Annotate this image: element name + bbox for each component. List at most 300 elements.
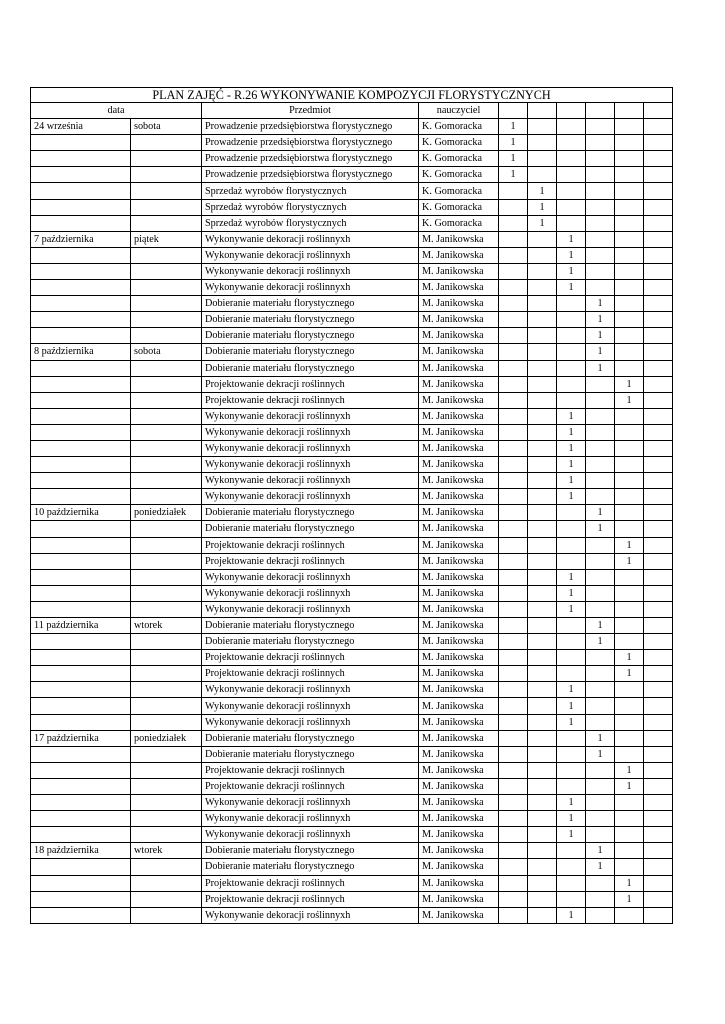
teacher-cell: M. Janikowska [419,875,499,891]
teacher-cell: K. Gomoracka [419,167,499,183]
date-cell [31,135,131,151]
hour-cell [557,505,586,521]
hour-cell [615,151,644,167]
hour-cell [586,151,615,167]
day-cell [131,489,202,505]
hour-cell [586,231,615,247]
date-cell [31,569,131,585]
teacher-cell: M. Janikowska [419,634,499,650]
day-cell [131,263,202,279]
date-cell [31,746,131,762]
hour-mark: 1 [615,392,644,408]
day-cell [131,440,202,456]
teacher-cell: M. Janikowska [419,618,499,634]
hour-mark: 1 [586,618,615,634]
hour-cell [586,215,615,231]
subject-cell: Prowadzenie przedsiębiorstwa florystycznego [202,135,419,151]
hour-cell [499,183,528,199]
hour-cell [644,408,673,424]
hour-cell [586,247,615,263]
schedule-body [31,88,673,924]
hour-mark: 1 [615,376,644,392]
hour-cell [615,408,644,424]
hour-cell [528,312,557,328]
subject-cell: Wykonywanie dekoracji roślinnyxh [202,247,419,263]
subject-cell: Projektowanie dekracji roślinnych [202,666,419,682]
hour-mark: 1 [528,199,557,215]
hour-cell [528,891,557,907]
hour-cell [644,666,673,682]
hour-cell [644,859,673,875]
header-count-cell [644,103,673,119]
subject-cell: Sprzedaż wyrobów florystycznych [202,215,419,231]
header-count-cell [499,103,528,119]
hour-mark: 1 [557,682,586,698]
teacher-cell: K. Gomoracka [419,199,499,215]
hour-mark: 1 [557,424,586,440]
date-cell [31,183,131,199]
teacher-cell: K. Gomoracka [419,119,499,135]
hour-cell [499,263,528,279]
hour-cell [499,553,528,569]
day-cell: poniedziałek [131,505,202,521]
hour-cell [644,650,673,666]
hour-cell [528,601,557,617]
hour-cell [615,585,644,601]
table-row [31,489,673,505]
table-row [31,891,673,907]
hour-cell [644,827,673,843]
subject-cell: Wykonywanie dekoracji roślinnyxh [202,601,419,617]
hour-cell [528,811,557,827]
hour-cell [528,682,557,698]
hour-cell [615,569,644,585]
table-row [31,730,673,746]
hour-cell [586,167,615,183]
subject-cell: Projektowanie dekracji roślinnych [202,875,419,891]
hour-cell [644,795,673,811]
hour-cell [644,489,673,505]
hour-cell [528,280,557,296]
header-count-cell [528,103,557,119]
hour-mark: 1 [499,151,528,167]
table-row [31,762,673,778]
hour-cell [528,457,557,473]
day-cell [131,553,202,569]
table-row [31,440,673,456]
hour-cell [528,746,557,762]
hour-cell [528,247,557,263]
hour-cell [586,392,615,408]
date-cell [31,521,131,537]
hour-cell [499,247,528,263]
teacher-cell: M. Janikowska [419,553,499,569]
hour-mark: 1 [586,843,615,859]
hour-cell [644,521,673,537]
table-row [31,312,673,328]
hour-cell [615,473,644,489]
subject-cell: Wykonywanie dekoracji roślinnyxh [202,682,419,698]
hour-cell [557,151,586,167]
subject-cell: Prowadzenie przedsiębiorstwa florystycznego [202,151,419,167]
table-row [31,199,673,215]
hour-cell [557,135,586,151]
date-cell [31,859,131,875]
teacher-cell: M. Janikowska [419,650,499,666]
teacher-cell: M. Janikowska [419,280,499,296]
hour-cell [499,312,528,328]
table-row [31,392,673,408]
day-cell [131,601,202,617]
date-cell [31,457,131,473]
date-cell [31,537,131,553]
hour-cell [499,199,528,215]
hour-cell [644,263,673,279]
hour-cell [528,634,557,650]
teacher-cell: K. Gomoracka [419,135,499,151]
table-row [31,843,673,859]
date-cell [31,280,131,296]
table-row [31,569,673,585]
subject-cell: Wykonywanie dekoracji roślinnyxh [202,440,419,456]
hour-cell [499,215,528,231]
table-row [31,376,673,392]
table-row [31,328,673,344]
subject-cell: Dobieranie materiału florystycznego [202,618,419,634]
hour-cell [586,778,615,794]
hour-cell [499,489,528,505]
hour-cell [615,440,644,456]
hour-cell [586,682,615,698]
hour-cell [499,650,528,666]
hour-cell [499,457,528,473]
header-count-cell [615,103,644,119]
day-cell [131,859,202,875]
teacher-cell: M. Janikowska [419,569,499,585]
hour-cell [644,585,673,601]
hour-mark: 1 [586,328,615,344]
day-cell [131,280,202,296]
teacher-cell: M. Janikowska [419,778,499,794]
table-row [31,698,673,714]
teacher-cell: M. Janikowska [419,312,499,328]
hour-cell [499,714,528,730]
header-przedmiot: Przedmiot [202,103,419,119]
hour-cell [528,730,557,746]
day-cell [131,247,202,263]
hour-cell [528,650,557,666]
table-row [31,778,673,794]
teacher-cell: M. Janikowska [419,843,499,859]
table-row [31,827,673,843]
teacher-cell: M. Janikowska [419,263,499,279]
subject-cell: Wykonywanie dekoracji roślinnyxh [202,424,419,440]
hour-mark: 1 [586,730,615,746]
hour-cell [499,328,528,344]
schedule-table [30,87,673,924]
table-row [31,135,673,151]
hour-cell [557,859,586,875]
hour-cell [586,714,615,730]
hour-cell [499,698,528,714]
day-cell [131,151,202,167]
day-cell: wtorek [131,618,202,634]
hour-cell [586,795,615,811]
teacher-cell: M. Janikowska [419,827,499,843]
hour-cell [528,424,557,440]
hour-cell [615,746,644,762]
date-cell [31,328,131,344]
teacher-cell: M. Janikowska [419,408,499,424]
hour-cell [615,601,644,617]
hour-cell [528,296,557,312]
hour-cell [586,698,615,714]
hour-cell [615,714,644,730]
date-cell: 24 września [31,119,131,135]
day-cell [131,183,202,199]
hour-cell [615,521,644,537]
hour-mark: 1 [499,167,528,183]
date-cell: 11 października [31,618,131,634]
header-nauczyciel: nauczyciel [419,103,499,119]
hour-mark: 1 [586,312,615,328]
hour-cell [644,714,673,730]
hour-cell [557,360,586,376]
hour-mark: 1 [586,505,615,521]
date-cell [31,376,131,392]
hour-mark: 1 [586,634,615,650]
hour-cell [586,263,615,279]
day-cell [131,328,202,344]
table-row [31,167,673,183]
day-cell [131,457,202,473]
day-cell [131,682,202,698]
teacher-cell: M. Janikowska [419,907,499,923]
hour-cell [586,811,615,827]
hour-cell [499,811,528,827]
hour-cell [528,778,557,794]
hour-cell [499,392,528,408]
table-row [31,618,673,634]
hour-cell [499,891,528,907]
hour-mark: 1 [586,344,615,360]
hour-cell [499,762,528,778]
hour-cell [615,183,644,199]
hour-mark: 1 [557,408,586,424]
hour-cell [644,151,673,167]
subject-cell: Dobieranie materiału florystycznego [202,505,419,521]
subject-cell: Projektowanie dekracji roślinnych [202,553,419,569]
date-cell [31,199,131,215]
hour-cell [557,296,586,312]
hour-cell [528,135,557,151]
hour-cell [644,811,673,827]
teacher-cell: M. Janikowska [419,328,499,344]
hour-cell [644,537,673,553]
date-cell [31,312,131,328]
hour-mark: 1 [557,440,586,456]
hour-cell [586,199,615,215]
day-cell [131,537,202,553]
hour-cell [557,119,586,135]
table-row [31,601,673,617]
hour-mark: 1 [615,778,644,794]
date-cell [31,553,131,569]
hour-cell [499,827,528,843]
table-row [31,457,673,473]
table-row [31,811,673,827]
hour-cell [644,312,673,328]
hour-cell [499,376,528,392]
subject-cell: Wykonywanie dekoracji roślinnyxh [202,408,419,424]
hour-cell [586,135,615,151]
teacher-cell: M. Janikowska [419,746,499,762]
hour-cell [615,360,644,376]
hour-mark: 1 [557,489,586,505]
hour-cell [499,537,528,553]
hour-mark: 1 [615,537,644,553]
hour-cell [644,360,673,376]
subject-cell: Wykonywanie dekoracji roślinnyxh [202,473,419,489]
hour-cell [528,553,557,569]
hour-cell [557,634,586,650]
hour-cell [615,199,644,215]
hour-cell [557,730,586,746]
day-cell [131,569,202,585]
day-cell [131,746,202,762]
hour-cell [499,778,528,794]
table-row [31,859,673,875]
hour-cell [557,618,586,634]
hour-cell [615,247,644,263]
hour-cell [615,859,644,875]
table-row [31,537,673,553]
teacher-cell: M. Janikowska [419,537,499,553]
hour-cell [586,457,615,473]
hour-cell [644,392,673,408]
title-row [31,88,673,103]
hour-cell [615,312,644,328]
hour-cell [557,843,586,859]
subject-cell: Dobieranie materiału florystycznego [202,730,419,746]
hour-mark: 1 [528,215,557,231]
hour-cell [586,280,615,296]
date-cell: 7 października [31,231,131,247]
hour-mark: 1 [557,569,586,585]
hour-mark: 1 [557,247,586,263]
hour-cell [644,247,673,263]
day-cell [131,795,202,811]
hour-cell [586,408,615,424]
hour-cell [528,585,557,601]
hour-cell [499,746,528,762]
hour-cell [528,473,557,489]
hour-mark: 1 [557,907,586,923]
hour-cell [528,618,557,634]
hour-cell [528,698,557,714]
hour-cell [644,167,673,183]
hour-cell [528,119,557,135]
hour-mark: 1 [557,714,586,730]
hour-cell [586,585,615,601]
hour-cell [615,328,644,344]
teacher-cell: M. Janikowska [419,424,499,440]
hour-cell [586,376,615,392]
hour-cell [644,778,673,794]
hour-cell [557,376,586,392]
subject-cell: Prowadzenie przedsiębiorstwa florystycznego [202,119,419,135]
hour-cell [615,119,644,135]
teacher-cell: M. Janikowska [419,682,499,698]
date-cell [31,392,131,408]
day-cell [131,360,202,376]
hour-cell [615,263,644,279]
hour-cell [615,489,644,505]
hour-cell [499,424,528,440]
hour-cell [528,827,557,843]
teacher-cell: M. Janikowska [419,811,499,827]
subject-cell: Dobieranie materiału florystycznego [202,843,419,859]
hour-cell [557,778,586,794]
date-cell [31,795,131,811]
hour-mark: 1 [557,457,586,473]
subject-cell: Wykonywanie dekoracji roślinnyxh [202,698,419,714]
hour-cell [586,440,615,456]
day-cell [131,762,202,778]
hour-cell [586,891,615,907]
hour-cell [644,505,673,521]
subject-cell: Wykonywanie dekoracji roślinnyxh [202,569,419,585]
header-row [31,103,673,119]
teacher-cell: M. Janikowska [419,762,499,778]
hour-cell [528,489,557,505]
hour-mark: 1 [615,762,644,778]
hour-cell [499,634,528,650]
hour-cell [644,280,673,296]
hour-mark: 1 [557,473,586,489]
day-cell [131,376,202,392]
day-cell [131,666,202,682]
hour-cell [528,537,557,553]
date-cell [31,424,131,440]
date-cell [31,714,131,730]
hour-cell [586,601,615,617]
teacher-cell: M. Janikowska [419,698,499,714]
hour-cell [528,859,557,875]
hour-cell [586,650,615,666]
hour-mark: 1 [528,183,557,199]
subject-cell: Wykonywanie dekoracji roślinnyxh [202,811,419,827]
day-cell [131,424,202,440]
hour-cell [586,473,615,489]
hour-cell [499,907,528,923]
hour-mark: 1 [615,666,644,682]
date-cell [31,762,131,778]
hour-cell [557,762,586,778]
hour-cell [644,199,673,215]
date-cell [31,585,131,601]
subject-cell: Sprzedaż wyrobów florystycznych [202,199,419,215]
hour-cell [557,392,586,408]
table-row [31,408,673,424]
hour-cell [644,119,673,135]
table-row [31,280,673,296]
subject-cell: Sprzedaż wyrobów florystycznych [202,183,419,199]
hour-cell [528,151,557,167]
hour-mark: 1 [557,263,586,279]
hour-cell [644,634,673,650]
table-row [31,473,673,489]
